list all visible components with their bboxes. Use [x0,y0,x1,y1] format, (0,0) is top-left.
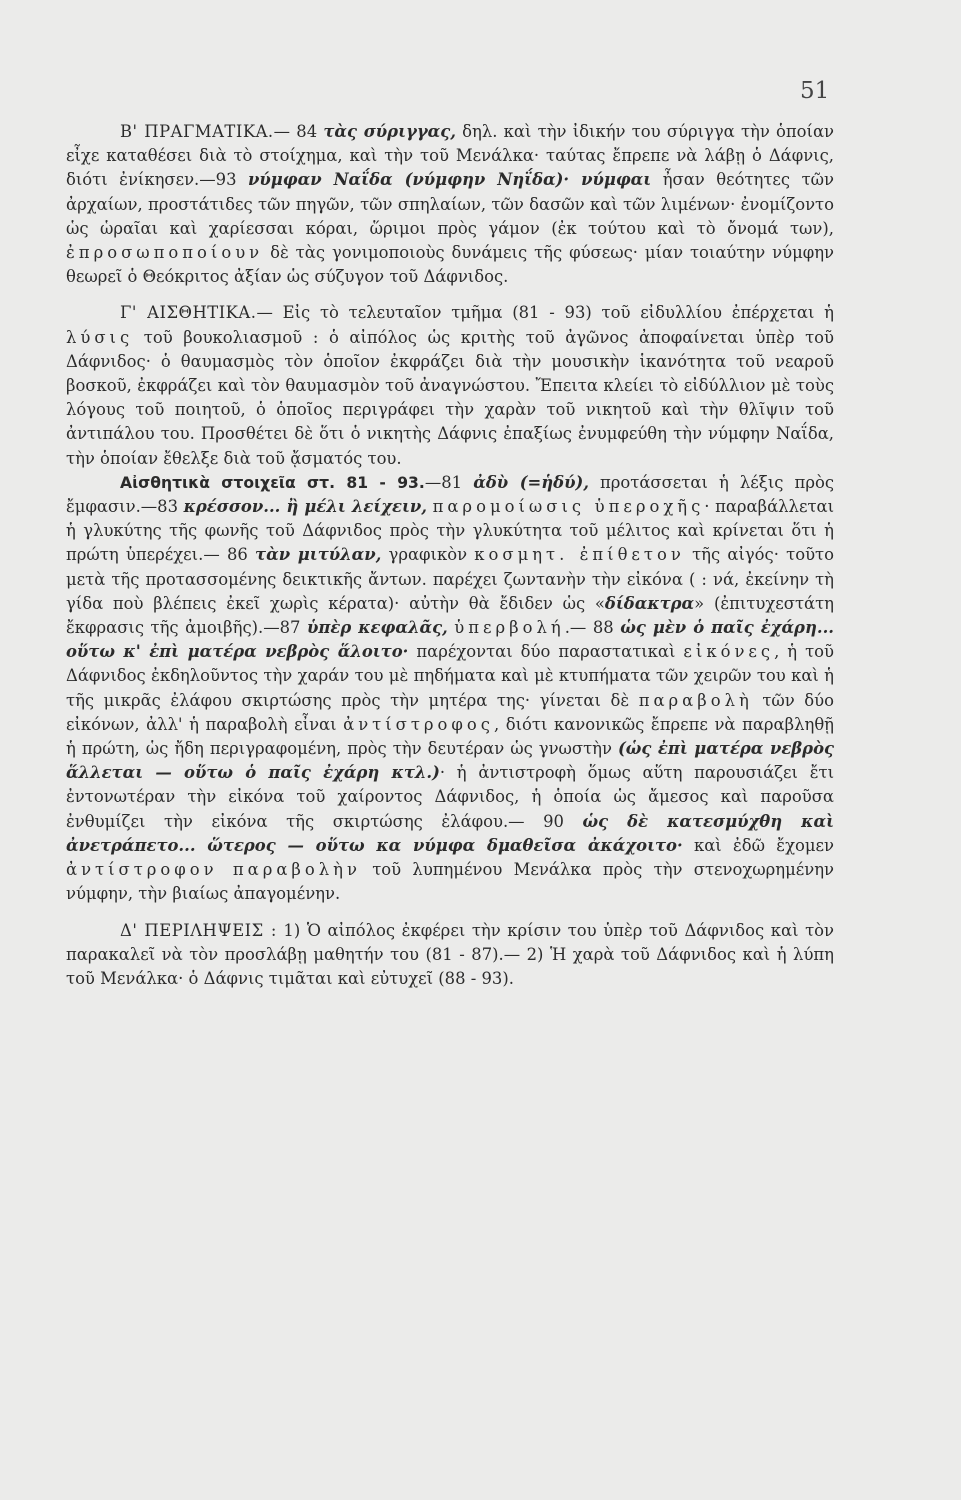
text-run: δηλ. καὶ τὴν ἰδικήν του σύριγγα τὴν ὁποίαν εἶχε καταθέσει διὰ τὸ στοίχημα, καὶ τὴν τοῦ Μενάλκα· ταύτας ἔπρεπε νὰ λάβῃ ὁ Δάφνις, διότι ἐνίκησεν.—93 [66,122,834,190]
lemma: ὡς μὲν ὁ παῖς ἐχάρη... οὕτω κ' ἐπὶ ματέρα νεβρὸς ἅλοιτο· [66,618,834,662]
lemma: τὰν μιτύλαν, [255,545,382,565]
spaced-term: λύσις [66,327,134,347]
text-run: προτάσσεται ἡ λέξις πρὸς ἔμφασιν.—83 [66,472,834,517]
lemma: ὑπὲρ κεφαλᾶς, [307,618,448,638]
text-run: τοῦ λυπημένου Μενάλκα πρὸς τὴν στενοχωρημένην νύμφην, τὴν βιαίως ἀπαγομένην. [66,860,834,904]
text-run: ἦσαν θεότητες τῶν ἀρχαίων, προστάτιδες τῶν πηγῶν, τῶν σπηλαίων, τῶν δασῶν καὶ τῶν λιμένων· ἐνομίζοντο ὡς ὡραῖαι καὶ χαρίεσσαι κόραι, ὥριμοι πρὸς γάμον (ἐκ τούτου καὶ τὸ ὄνομά των), [66,170,834,238]
text-run: , ἡ τοῦ Δάφνιδος ἐκδηλοῦντος τὴν χαράν του μὲ πηδήματα καὶ μὲ κτυπήματα τῶν χειρῶν του καὶ ἡ τῆς μικρᾶς ἐλάφου σκιρτώσης πρὸς τὴν μητέρα της· γίνεται δὲ [66,642,835,710]
spaced-term: κοσμητ. ἐπίθετον [474,545,685,565]
text-run: 1) Ὁ αἰπόλος ἐκφέρει τὴν κρίσιν του ὑπὲρ τοῦ Δάφνιδος καὶ τὸν παρακαλεῖ νὰ τὸν προσλάβῃ μαθητήν του (81 - 87).— 2) Ἡ χαρὰ τοῦ Δάφνιδος καὶ ἡ λύπη τοῦ Μενάλκα· ὁ Δάφνις τιμᾶται καὶ εὐτυχεῖ (88 - 93). [66,920,834,988]
text-run: τοῦ βουκολιασμοῦ : ὁ αἰπόλος ὡς κριτὴς τοῦ ἀγῶνος ἀποφαίνεται ὑπὲρ τοῦ Δάφνιδος· ὁ θαυμασμὸς τὸν ὁποῖον ἐκφράζει διὰ τὴν μουσικὴν ἱκανότητα τοῦ νεαροῦ βοσκοῦ, ἐκφράζει καὶ τὸν θαυμασμὸν τοῦ ἀναγνώστου. Ἔπειτα κλείει τὸ εἰδύλλιον μὲ τοὺς λόγους τοῦ ποιητοῦ, ὁ ὁποῖος περιγράφει τὴν χαρὰν τοῦ νικητοῦ καὶ τὴν θλῖψιν τοῦ ἀντιπάλου του. Προσθέτει δὲ ὅτι ὁ νικητὴς Δάφνις ἐπαξίως ἐνυμφεύθη τὴν νύμφην Ναΐδα, τὴν ὁποίαν ἔθελξε διὰ τοῦ ᾄσματός του. [66,327,834,468]
lemma: δίδακτρα [604,593,695,613]
lemma: (ὡς ἐπὶ ματέρα νεβρὸς ἅλλεται — οὕτω ὁ παῖς ἐχάρη κτλ.) [66,739,834,783]
section-pragmatika [66,120,834,289]
text-run: · παραβάλλεται ἡ γλυκύτης τῆς φωνῆς τοῦ Δάφνιδος πρὸς τὴν γλυκύτητα τοῦ μέλιτος καὶ κρίνεται ὅτι ἡ πρώτη ὑπερέχει.— 86 [66,497,835,565]
spaced-term: ἐπροσωποποίουν [66,243,264,263]
spaced-term: εἰκόνες [683,642,775,662]
page-number: 51 [800,78,830,104]
text-run: παρέχονται δύο παραστατικαὶ [408,642,684,662]
spaced-term: παρομοίωσις ὑπεροχῆς [432,497,705,517]
heading-pragmatika: Β' ΠΡΑΓΜΑΤΙΚΑ. [120,122,274,141]
text-run: .— 88 [564,618,621,638]
text-block [66,120,834,1003]
lemma: ὡς δὲ κατεσμύχθη καὶ ἀνετράπετο... ὥτερος — οὕτω κα νύμφα δμαθεῖσα ἀκάχοιτο· [66,811,834,855]
heading-aisthitika: Γ' ΑΙΣΘΗΤΙΚΑ. [120,303,257,323]
text-run: καὶ ἐδῶ ἔχομεν [682,835,834,855]
text-run: — Εἰς τὸ τελευταῖον τμῆμα (81 - 93) τοῦ εἰδυλλίου ἐπέρχεται ἡ [256,303,834,323]
text-run: γραφικὸν [381,545,475,565]
heading-perilipseis: Δ' ΠΕΡΙΛΗΨΕΙΣ : [120,920,277,940]
lemma: τὰς σύριγγας, [323,122,456,141]
section-perilipseis [66,919,834,992]
spaced-term: ἀντίστροφος [343,714,494,734]
text-run: , διότι κανονικῶς ἔπρεπε νὰ παραβληθῇ ἡ πρώτη, ὡς ἤδη περιγραφομένη, πρὸς τὴν δευτέραν ὡς γνωστὴν [66,714,835,759]
text-run: δὲ τὰς γονιμοποιοὺς δυνάμεις τῆς φύσεως· μίαν τοιαύτην νύμφην θεωρεῖ ὁ Θεόκριτος ἀξίαν ὡς σύζυγον τοῦ Δάφνιδος. [66,243,834,287]
subheading-aesthetic-elements: Αἰσθητικὰ στοιχεῖα στ. 81 - 93. [120,473,425,492]
text-run: — 84 [273,122,324,141]
section-aesthetic-elements [66,471,834,907]
text-run: τῆς αἰγός· τοῦτο μετὰ τῆς προτασσομένης δεικτικῆς ἄντων. παρέχει ζωντανὴν τὴν εἰκόνα ( : νά, ἐκείνην τὴ γίδα ποὺ βλέπεις ἐκεῖ χωρὶς κέρατα)· αὐτὴν θὰ ἔδιδεν ὡς « [66,545,834,613]
text-run: —81 [424,472,474,492]
text-run: τῶν δύο εἰκόνων, ἀλλ' ἡ παραβολὴ εἶναι [66,690,834,734]
lemma: νύμφαν Ναΐδα (νύμφην Νηΐδα)· νύμφαι [248,170,652,190]
spaced-term: ἀντίστροφον παραβολὴν [66,860,361,880]
text-run: · ἡ ἀντιστροφὴ ὅμως αὕτη παρουσιάζει ἔτι ἐντονωτέραν τὴν εἰκόνα τοῦ χαίροντος Δάφνιδος, ἡ ὁποία ὡς ἄμεσος καὶ παροῦσα ἐνθυμίζει τὴν εἰκόνα τῆς σκιρτώσης ἐλάφου.— 90 [66,763,834,831]
spaced-term: ὑπερβολή [454,618,565,638]
lemma: ἀδὺ (=ἡδύ), [473,472,589,492]
spaced-term: παραβολὴ [638,690,753,710]
lemma: κρέσσον... ἢ μέλι λείχειν, [183,497,428,517]
section-aisthitika [66,301,834,470]
text-run: » (ἐπιτυχεστάτη ἔκφρασις τῆς ἀμοιβῆς).—87 [66,593,835,638]
